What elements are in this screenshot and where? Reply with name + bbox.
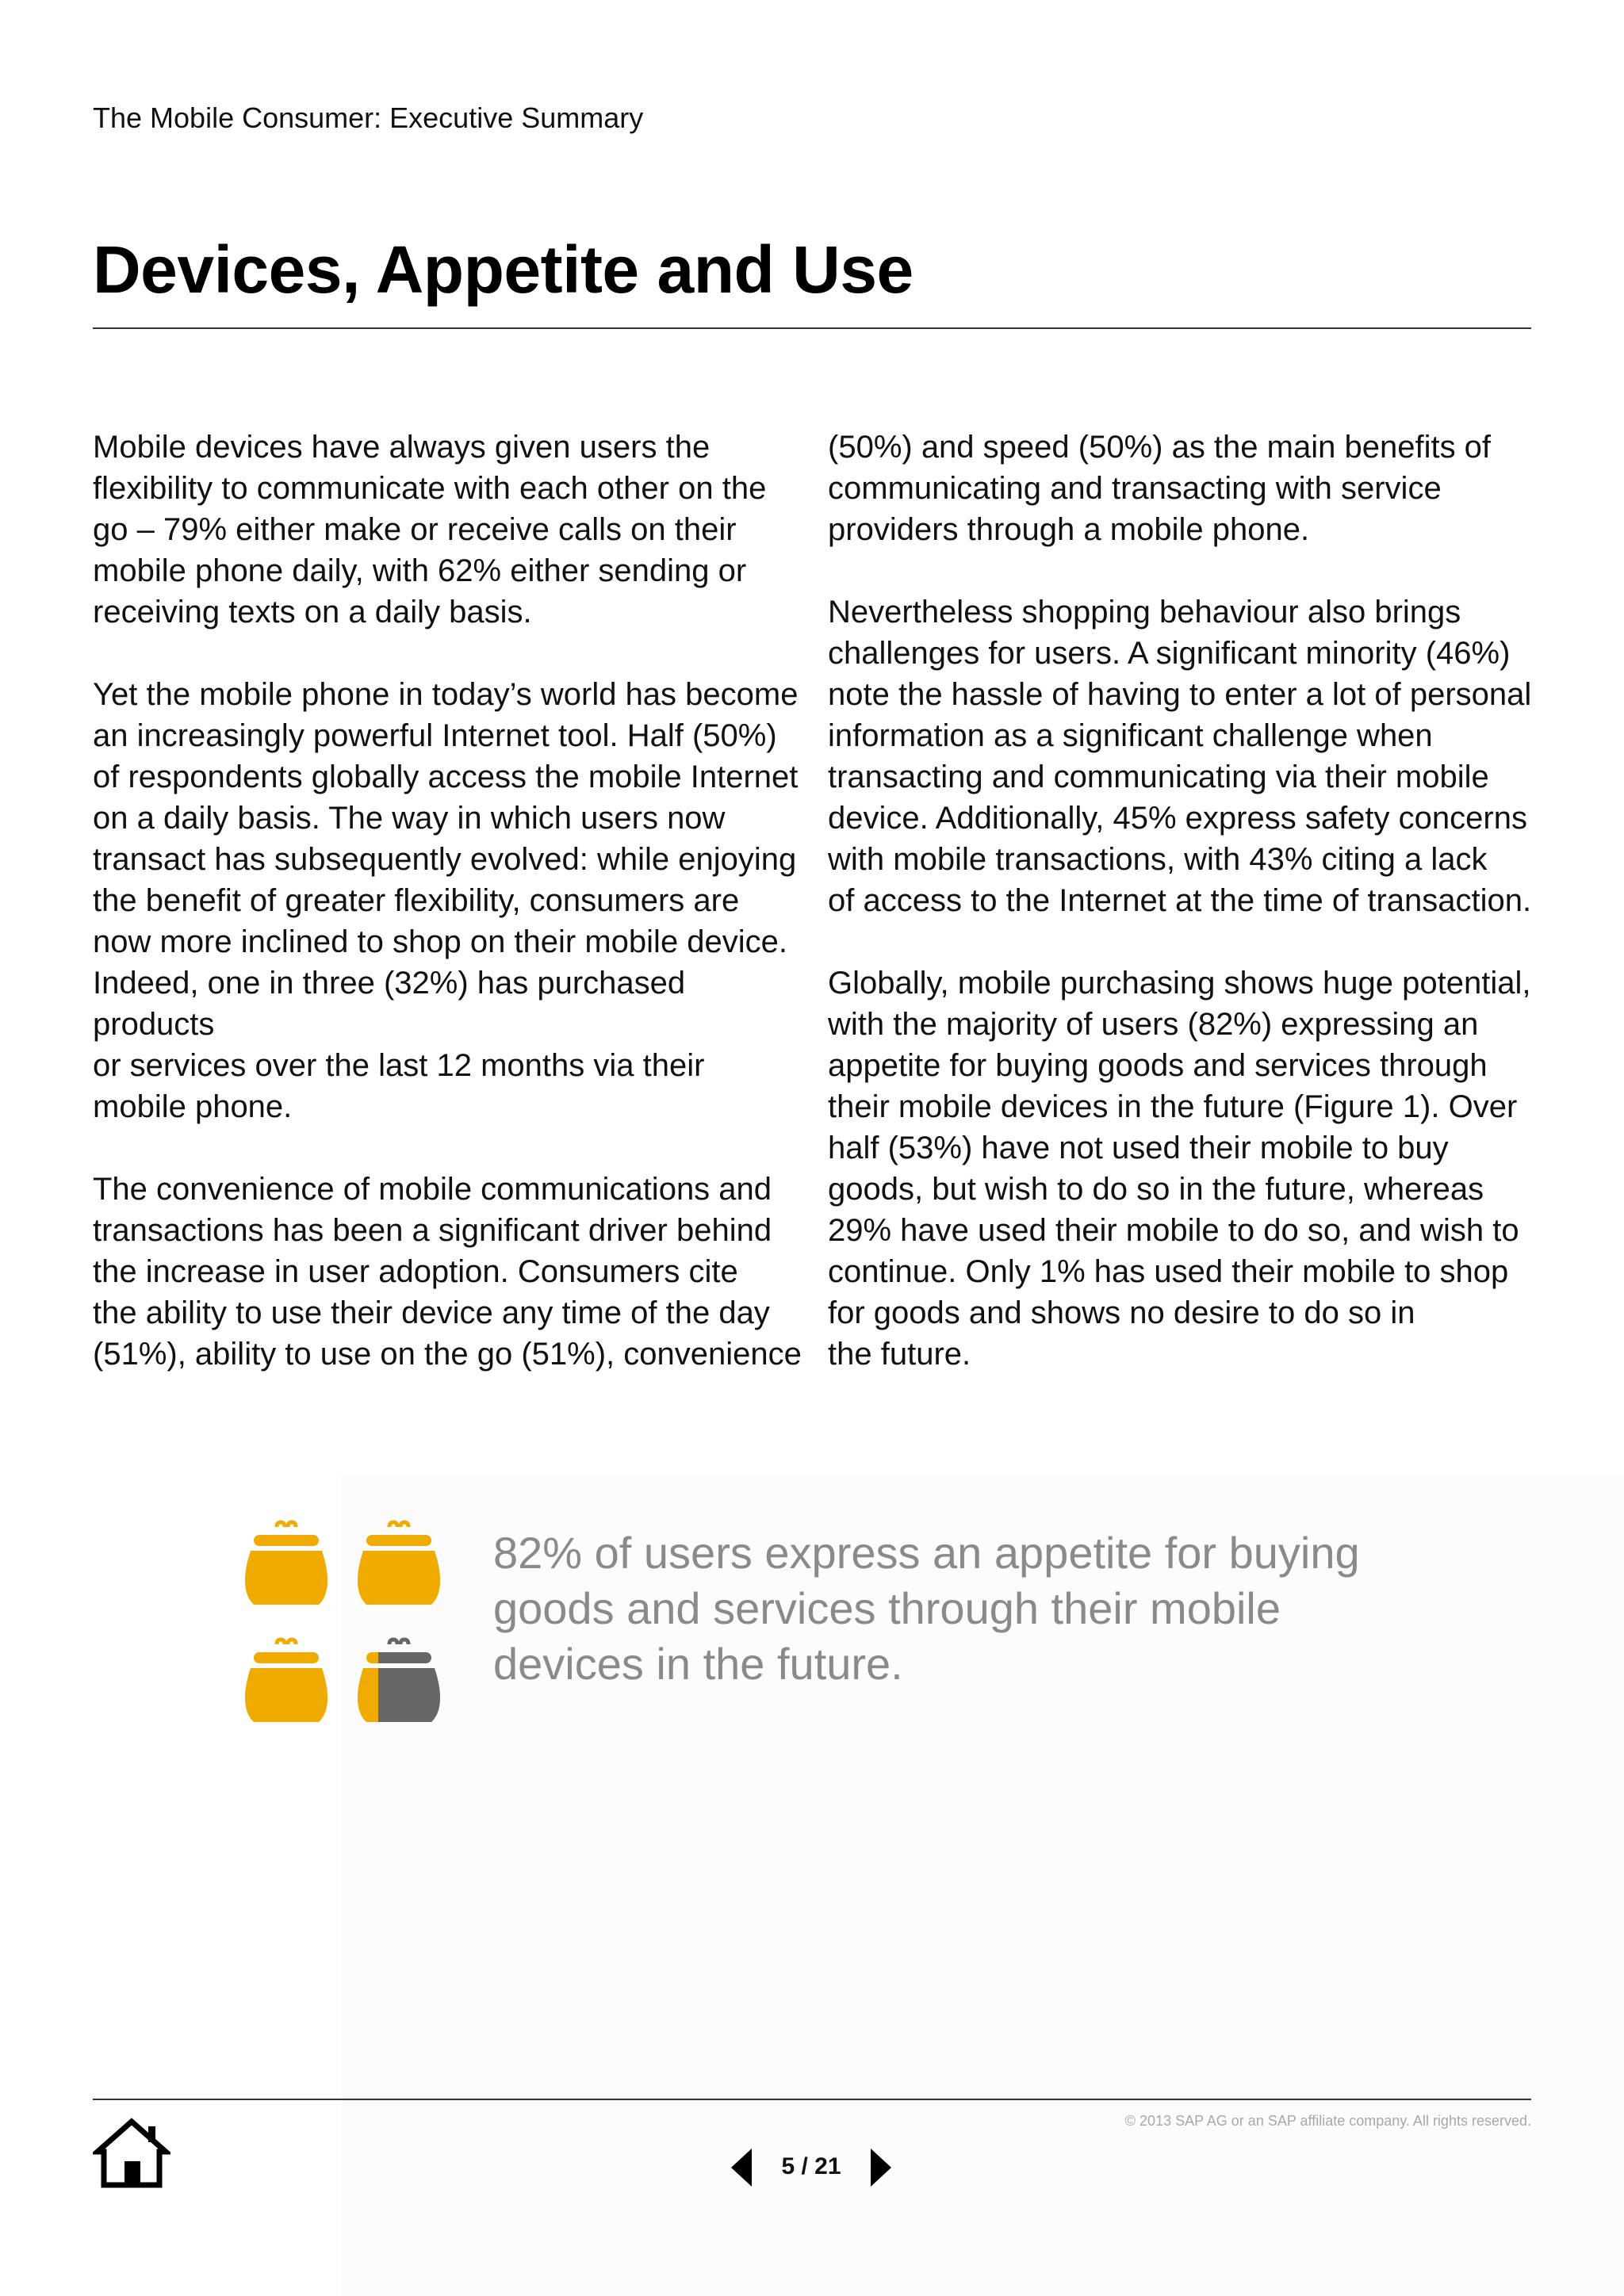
paragraph: The convenience of mobile communications and transactions has been a significant driver behind the increase in user adoption. Consumers cite the ability to use their device any time of the day (51%), ability to use on the go (51%), convenience <box>93 1172 802 1372</box>
home-icon[interactable] <box>93 2115 170 2190</box>
copyright-notice: © 2013 SAP AG or an SAP affiliate company. All rights reserved. <box>1124 2113 1531 2129</box>
page-navigation <box>728 2147 894 2188</box>
section-title: Devices, Appetite and Use <box>93 232 914 307</box>
arrow-left-icon[interactable] <box>728 2147 755 2188</box>
purse-icon <box>239 1633 333 1728</box>
paragraph: Nevertheless shopping behaviour also brings challenges for users. A significant minority (46%) note the hassle of having to enter a lot of personal information as a significant challenge when transacting and communicating via their mobile device. Additionally, 45% express safety concerns with mobile transactions, with 43% citing a lack of access to the Internet at the time of transaction. <box>828 595 1532 918</box>
purse-icon-partial <box>352 1633 446 1728</box>
title-divider <box>93 327 1531 329</box>
paragraph: Mobile devices have always given users the flexibility to communicate with each other on the go – 79% either make or receive calls on their mobile phone daily, with 62% either sending or receiving texts on a daily basis. <box>93 430 767 629</box>
body-column-left <box>93 427 806 1416</box>
page-indicator: 5 / 21 <box>781 2153 841 2179</box>
paragraph: (50%) and speed (50%) as the main benefits of communicating and transacting with service providers through a mobile phone. <box>828 430 1492 547</box>
callout-text: 82% of users express an appetite for buying goods and services through their mobile devices in the future. <box>493 1528 1360 1689</box>
footer-divider <box>93 2099 1531 2100</box>
arrow-right-icon[interactable] <box>868 2147 894 2188</box>
paragraph: Yet the mobile phone in today’s world has become an increasingly powerful Internet tool. Half (50%) of respondents globally access the mobile Internet on a daily basis. The way in which users now transact has subsequently evolved: while enjoying the benefit of greater flexibility, consumers are now more inclined to shop on their mobile device. Indeed, one in three (32%) has purchased products or services over the last 12 months via their mobile phone. <box>93 677 799 1124</box>
purse-icon-grid <box>239 1516 454 1738</box>
paragraph: Globally, mobile purchasing shows huge potential, with the majority of users (82%) expressing an appetite for buying goods and services through their mobile devices in the future (Figure 1). Over half (53%) have not used their mobile to buy goods, but wish to do so in the future, whereas 29% have used their mobile to do so, and wish to continue. Only 1% has used their mobile to shop for goods and shows no desire to do so in the future. <box>828 966 1531 1372</box>
running-header: The Mobile Consumer: Executive Summary <box>93 101 644 134</box>
body-column-right <box>828 427 1542 1416</box>
purse-icon <box>239 1516 333 1611</box>
purse-icon <box>352 1516 446 1611</box>
